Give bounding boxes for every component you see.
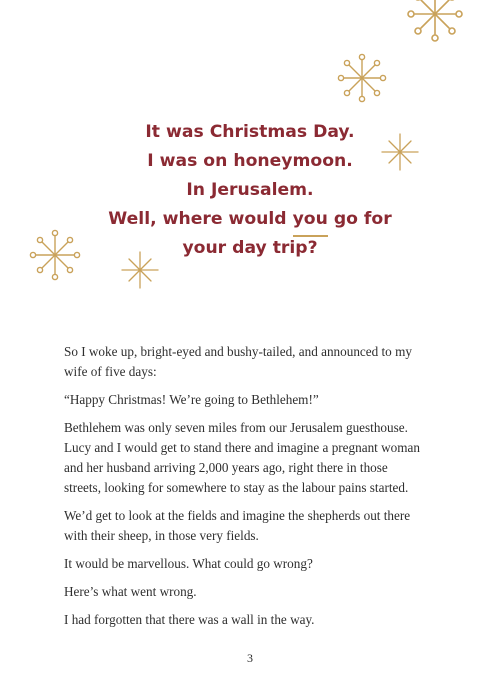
heading-line-4-start: Well, where would xyxy=(108,209,293,229)
heading-emphasis-word: you xyxy=(293,205,328,234)
heading-line-5: your day trip? xyxy=(182,238,318,258)
paragraph-line: wife of five days: xyxy=(64,364,157,379)
heading-line-1: It was Christmas Day. xyxy=(145,122,355,142)
heading-line-3: In Jerusalem. xyxy=(186,180,314,200)
paragraph-line: Lucy and I would get to stand there and imagine a pregnant woman xyxy=(64,440,420,455)
paragraph-5: It would be marvellous. What could go wrong? xyxy=(64,556,313,571)
chapter-heading xyxy=(60,118,440,263)
paragraph-line: So I woke up, bright-eyed and bushy-tailed, and announced to my xyxy=(64,344,412,359)
body-text xyxy=(64,342,444,638)
paragraph-4 xyxy=(64,506,444,546)
page-number: 3 xyxy=(247,651,253,665)
paragraph-3 xyxy=(64,418,444,498)
snowflake-icon-top-right xyxy=(398,0,472,46)
heading-line-4-end: go for xyxy=(327,209,392,229)
paragraph-2: “Happy Christmas! We’re going to Bethlehem!” xyxy=(64,392,319,407)
paragraph-line: We’d get to look at the fields and imagine the shepherds out there xyxy=(64,508,411,523)
paragraph-line: with their sheep, in those very fields. xyxy=(64,528,259,543)
heading-line-2: I was on honeymoon. xyxy=(147,151,353,171)
paragraph-6: Here’s what went wrong. xyxy=(64,584,197,599)
heading-line-4 xyxy=(60,205,440,234)
snowflake-icon-upper-middle xyxy=(334,50,390,106)
paragraph-1 xyxy=(64,342,444,382)
paragraph-7: I had forgotten that there was a wall in the way. xyxy=(64,612,315,627)
paragraph-line: Bethlehem was only seven miles from our Jerusalem guesthouse. xyxy=(64,420,408,435)
paragraph-line: streets, looking for somewhere to stay as the labour pains started. xyxy=(64,480,409,495)
paragraph-line: and her husband arriving 2,000 years ago, right there in those xyxy=(64,460,388,475)
